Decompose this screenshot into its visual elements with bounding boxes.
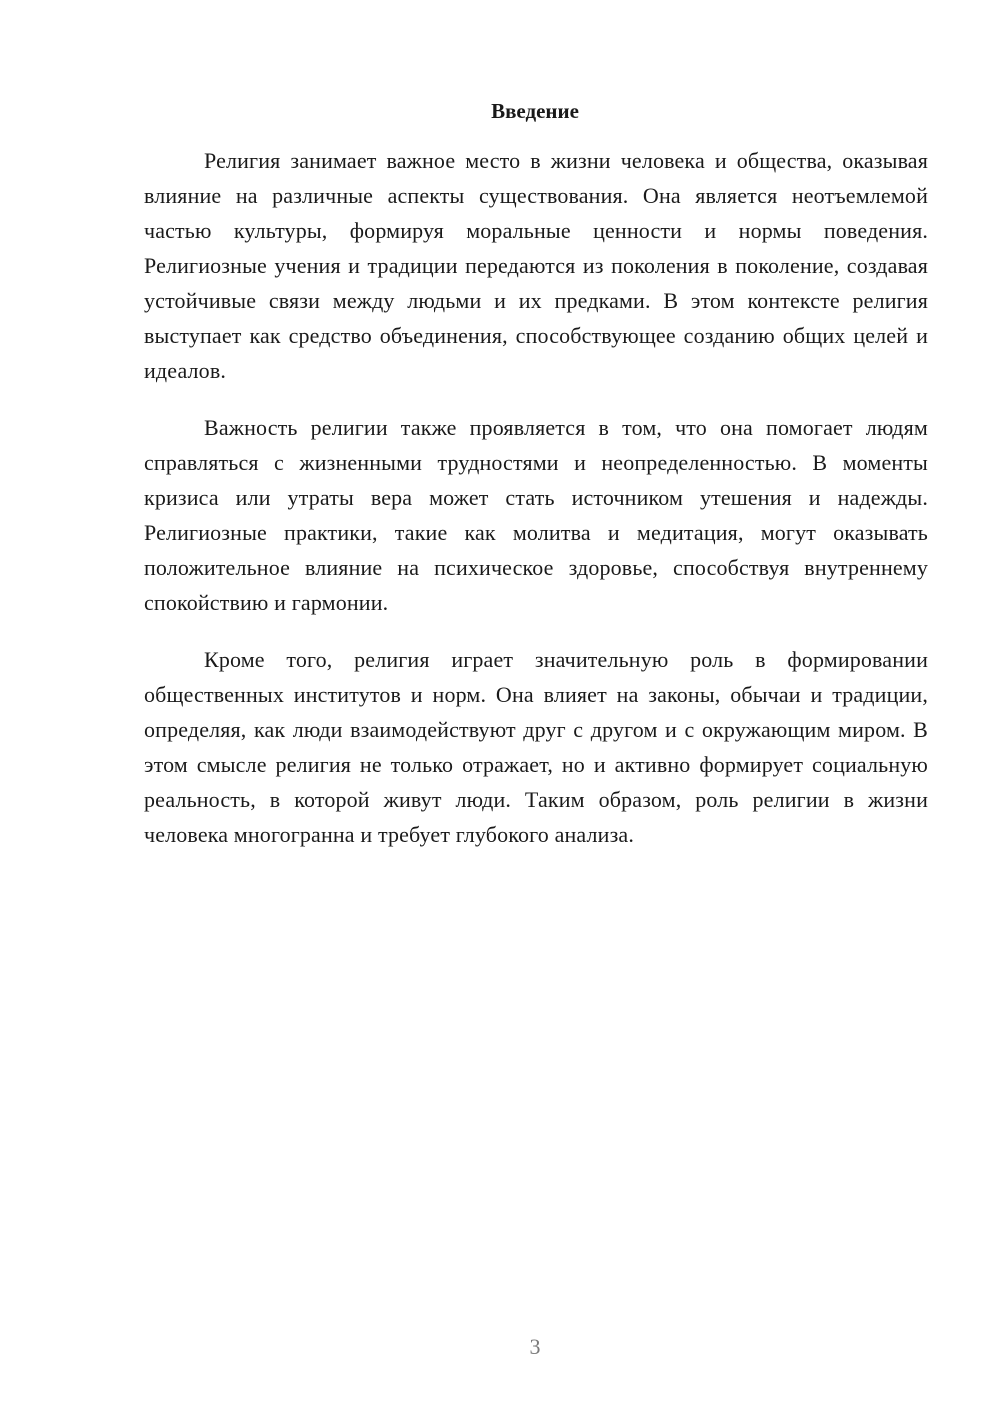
paragraph-1: Религия занимает важное место в жизни человека и общества, оказывая влияние на различные аспекты существования. Она является неотъемлемой частью культуры, формируя моральные ценности и нормы поведения. Религиозные учения и традиции передаются из поколения в поколение, создавая устойчивые связи между людьми и их предками. В этом контексте религия выступает как средство объединения, способствующее созданию общих целей и идеалов. xyxy=(144,148,928,383)
paragraph-2: Важность религии также проявляется в том, что она помогает людям справляться с жизненными трудностями и неопределенностью. В моменты кризиса или утраты вера может стать источником утешения и надежды. Религиозные практики, такие как молитва и медитация, могут оказывать положительное влияние на психическое здоровье, способствуя внутреннему спокойствию и гармонии. xyxy=(144,415,928,615)
body-text xyxy=(144,143,928,874)
section-heading: Введение xyxy=(491,99,579,123)
page-number: 3 xyxy=(529,1334,541,1359)
paragraph-3: Кроме того, религия играет значительную роль в формировании общественных институтов и норм. Она влияет на законы, обычаи и традиции, определяя, как люди взаимодействуют друг с другом и с окружающим миром. В этом смысле религия не только отражает, но и активно формирует социальную реальность, в которой живут люди. Таким образом, роль религии в жизни человека многогранна и требует глубокого анализа. xyxy=(144,647,928,847)
